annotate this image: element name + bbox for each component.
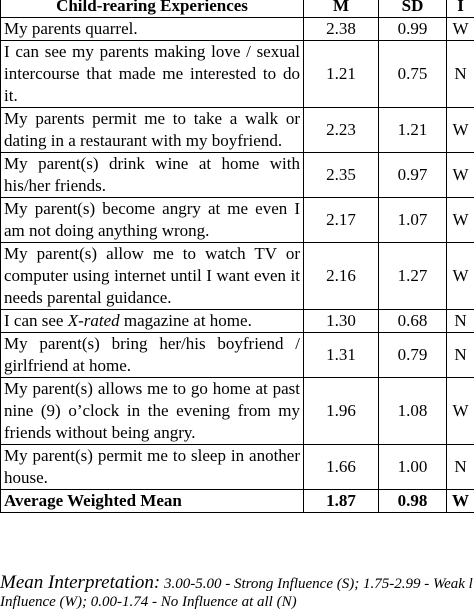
experience-cell (1, 18, 304, 41)
header-row (1, 0, 474, 18)
table-body (1, 18, 474, 513)
average-sd: 0.98 (379, 490, 447, 513)
sd-cell: 1.07 (379, 198, 447, 243)
header-mean: M (304, 0, 379, 18)
experience-text: My parents quarrel. (4, 19, 138, 38)
interpretation-cell: W (447, 18, 474, 41)
experience-cell (1, 445, 304, 490)
sd-cell: 0.68 (379, 310, 447, 333)
experience-cell (1, 333, 304, 378)
table-row (1, 153, 474, 198)
sd-cell: 1.00 (379, 445, 447, 490)
average-interpretation: W (447, 490, 474, 513)
mean-cell: 1.21 (304, 41, 379, 108)
experience-text: My parents permit me to take a walk or dating in a restaurant with my boyfriend. (4, 109, 300, 150)
experience-text: My parent(s) allows me to go home at past nine (9) o’clock in the evening from my friends without being angry. (4, 379, 300, 442)
header-sd: SD (379, 0, 447, 18)
experience-cell (1, 153, 304, 198)
sd-cell: 0.75 (379, 41, 447, 108)
sd-cell: 0.79 (379, 333, 447, 378)
experience-cell (1, 310, 304, 333)
table-row (1, 108, 474, 153)
mean-cell: 2.23 (304, 108, 379, 153)
experience-cell (1, 108, 304, 153)
experience-text: My parent(s) allow me to watch TV or computer using internet until I want even it needs parental guidance. (4, 244, 300, 307)
experience-cell (1, 243, 304, 310)
average-row (1, 490, 474, 513)
interpretation-cell: W (447, 108, 474, 153)
sd-cell: 1.27 (379, 243, 447, 310)
average-mean: 1.87 (304, 490, 379, 513)
header-interpretation: I (447, 0, 474, 18)
mean-cell: 1.30 (304, 310, 379, 333)
sd-cell: 1.21 (379, 108, 447, 153)
mean-cell: 2.17 (304, 198, 379, 243)
sd-cell: 0.97 (379, 153, 447, 198)
mean-cell: 1.96 (304, 378, 379, 445)
header-experience: Child-rearing Experiences (1, 0, 304, 18)
experience-text: I can see (4, 311, 68, 330)
note-lead: Mean Interpretation: (0, 572, 161, 593)
interpretation-cell: N (447, 333, 474, 378)
interpretation-cell: N (447, 310, 474, 333)
experience-cell (1, 41, 304, 108)
mean-interpretation-note (0, 574, 474, 611)
table-row (1, 445, 474, 490)
experience-text: I can see my parents making love / sexual intercourse that made me interested to do it. (4, 42, 300, 105)
mean-cell: 2.35 (304, 153, 379, 198)
interpretation-cell: N (447, 41, 474, 108)
table-row (1, 310, 474, 333)
mean-cell: 2.16 (304, 243, 379, 310)
table-row (1, 378, 474, 445)
table-row (1, 18, 474, 41)
interpretation-cell: W (447, 378, 474, 445)
table-row (1, 243, 474, 310)
experience-cell (1, 198, 304, 243)
table-row (1, 41, 474, 108)
experience-text: My parent(s) bring her/his boyfriend / girlfriend at home. (4, 334, 300, 375)
experience-text: My parent(s) drink wine at home with his/her friends. (4, 154, 300, 195)
mean-cell: 1.31 (304, 333, 379, 378)
mean-cell: 1.66 (304, 445, 379, 490)
average-label: Average Weighted Mean (1, 490, 304, 513)
note-text: 3.00-5.00 - Strong Influence (S); 1.75-2.99 - Weak l Influence (W); 0.00-1.74 - No Influence at all (N) (0, 576, 473, 610)
interpretation-cell: N (447, 445, 474, 490)
table-row (1, 198, 474, 243)
interpretation-cell: W (447, 153, 474, 198)
experience-text: My parent(s) become angry at me even I am not doing anything wrong. (4, 199, 300, 240)
experience-text: My parent(s) permit me to sleep in another house. (4, 446, 300, 487)
experience-cell (1, 378, 304, 445)
experience-emphasis: X-rated (67, 311, 120, 330)
interpretation-cell: W (447, 243, 474, 310)
table-row (1, 333, 474, 378)
mean-cell: 2.38 (304, 18, 379, 41)
experience-text: magazine at home. (119, 311, 252, 330)
sd-cell: 1.08 (379, 378, 447, 445)
interpretation-cell: W (447, 198, 474, 243)
sd-cell: 0.99 (379, 18, 447, 41)
